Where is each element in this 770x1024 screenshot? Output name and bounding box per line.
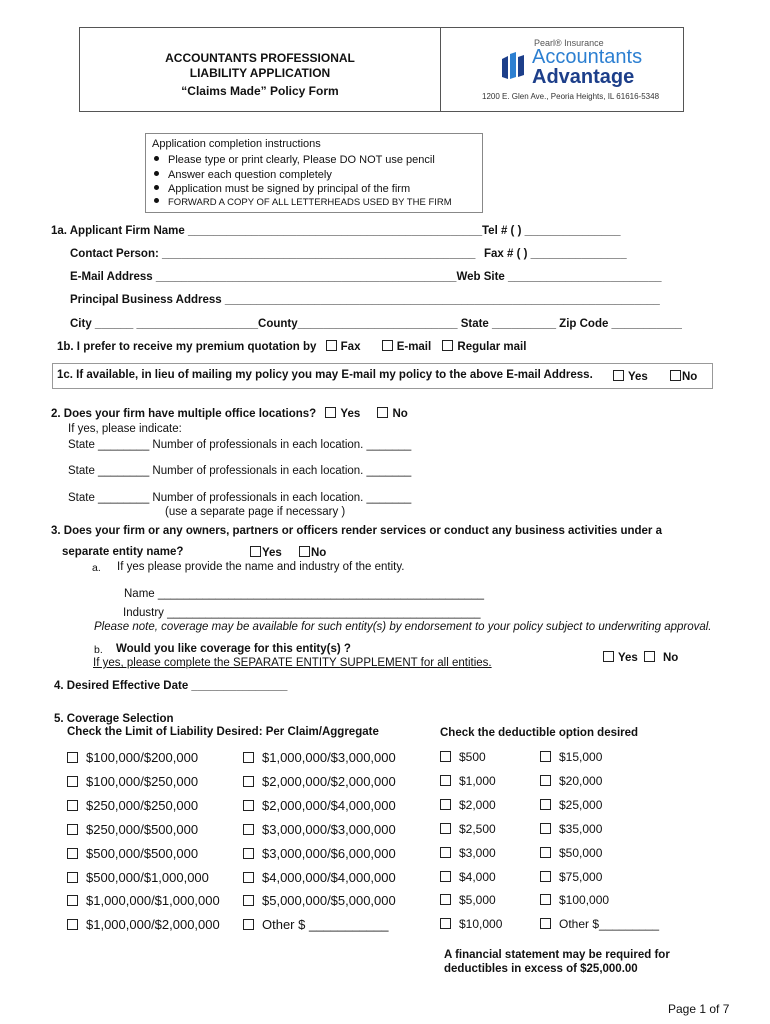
- checkbox-icon[interactable]: [440, 775, 451, 786]
- checkbox-icon[interactable]: [644, 651, 655, 662]
- deductible-option-label: $4,000: [459, 869, 496, 884]
- email-option[interactable]: E-mail: [382, 341, 432, 353]
- deductible-option-label: $2,500: [459, 821, 496, 836]
- deductible-option-label: $25,000: [559, 797, 603, 812]
- effective-date-field[interactable]: 4. Desired Effective Date _______________: [54, 680, 288, 692]
- checkbox-icon[interactable]: [243, 752, 254, 763]
- title-line-3: “Claims Made” Policy Form: [181, 84, 339, 98]
- tel-field[interactable]: Tel # ( ) _______________: [482, 225, 621, 237]
- limit-option-label: $3,000,000/$3,000,000: [262, 821, 396, 837]
- separate-entity-yes[interactable]: Yes: [250, 546, 282, 559]
- logo-top-text: Pearl® Insurance: [534, 38, 604, 48]
- checkbox-icon[interactable]: [440, 894, 451, 905]
- item-b-marker: b.: [94, 644, 103, 656]
- instruction-item: Please type or print clearly, Please DO NOT use pencil: [154, 154, 435, 166]
- checkbox-icon[interactable]: [326, 340, 337, 351]
- checkbox-icon[interactable]: [540, 894, 551, 905]
- limit-option[interactable]: [67, 750, 198, 765]
- checkbox-icon[interactable]: [540, 847, 551, 858]
- location-row[interactable]: State ________ Number of professionals in each location. _______: [68, 439, 412, 451]
- deductible-option[interactable]: [440, 917, 502, 931]
- limit-option-label: $500,000/$1,000,000: [86, 869, 209, 885]
- checkbox-icon[interactable]: [67, 848, 78, 859]
- entity-coverage-question: Would you like coverage for this entity(s) ?: [116, 643, 351, 655]
- deductible-option[interactable]: [540, 774, 602, 788]
- checkbox-icon[interactable]: [540, 799, 551, 810]
- instruction-item: Answer each question completely: [154, 169, 332, 181]
- entity-industry-field[interactable]: Industry _________________________________________________: [123, 607, 481, 619]
- checkbox-icon[interactable]: [440, 847, 451, 858]
- endorsement-note: Please note, coverage may be available for such entity(s) by endorsement to your policy subject to underwriting approval.: [94, 621, 712, 633]
- bullet-icon: [154, 198, 159, 203]
- email-policy-no[interactable]: No: [670, 370, 697, 383]
- deductible-option-label: Other $_________: [559, 917, 660, 932]
- header-box: [79, 27, 684, 112]
- checkbox-icon[interactable]: [243, 824, 254, 835]
- limit-option-label: $2,000,000/$2,000,000: [262, 773, 396, 789]
- page-number: Page 1 of 7: [668, 1002, 730, 1016]
- checkbox-icon[interactable]: [603, 651, 614, 662]
- checkbox-icon[interactable]: [540, 918, 551, 929]
- limit-option[interactable]: [67, 846, 198, 861]
- checkbox-icon[interactable]: [67, 895, 78, 906]
- deductible-option[interactable]: [440, 870, 496, 884]
- entity-coverage-yes[interactable]: Yes: [603, 651, 638, 664]
- entity-name-industry-prompt: If yes please provide the name and industry of the entity.: [117, 561, 405, 573]
- quote-preference-row: [57, 340, 526, 353]
- company-address: 1200 E. Glen Ave., Peoria Heights, IL 61616-5348: [482, 92, 660, 101]
- limit-option[interactable]: [67, 822, 198, 837]
- deductible-option-label: $10,000: [459, 917, 503, 932]
- logo-mark-icon: [500, 51, 526, 81]
- deductible-title: Check the deductible option desired: [440, 727, 639, 739]
- limit-option-label: $100,000/$250,000: [86, 773, 199, 789]
- checkbox-icon[interactable]: [613, 370, 624, 381]
- instruction-item: Application must be signed by principal of the firm: [154, 183, 410, 195]
- checkbox-icon[interactable]: [540, 775, 551, 786]
- deductible-option[interactable]: [540, 893, 609, 907]
- checkbox-icon[interactable]: [250, 546, 261, 557]
- city-state-zip-field[interactable]: City ______ ___________________County_________________________ State __________ Zip Code ___________: [70, 318, 682, 330]
- limit-option-label: $1,000,000/$1,000,000: [86, 893, 220, 909]
- deductible-option-label: $3,000: [459, 845, 496, 860]
- limit-option-label: $250,000/$250,000: [86, 797, 199, 813]
- firm-name-field[interactable]: 1a. Applicant Firm Name ______________________________________________: [51, 225, 483, 237]
- deductible-option-label: $500: [459, 750, 486, 764]
- checkbox-icon[interactable]: [243, 919, 254, 930]
- email-policy-label: 1c. If available, in lieu of mailing my policy you may E-mail my policy to the above E-mail Address.: [57, 369, 593, 381]
- deductible-option[interactable]: [440, 798, 496, 812]
- separate-entity-no[interactable]: No: [299, 546, 326, 559]
- checkbox-icon[interactable]: [243, 848, 254, 859]
- bullet-icon: [154, 171, 159, 176]
- email-policy-yes[interactable]: Yes: [613, 370, 648, 383]
- deductible-option-label: $100,000: [559, 893, 610, 908]
- deductible-option-label: $75,000: [559, 869, 603, 884]
- entity-name-field[interactable]: Name ___________________________________________________: [124, 588, 485, 600]
- instruction-item: FORWARD A COPY OF ALL LETTERHEADS USED BY THE FIRM: [154, 197, 452, 208]
- checkbox-icon[interactable]: [67, 872, 78, 883]
- limit-option[interactable]: [67, 893, 220, 908]
- deductible-option[interactable]: [440, 846, 496, 860]
- fax-field[interactable]: Fax # ( ) _______________: [484, 248, 627, 260]
- checkbox-icon[interactable]: [540, 823, 551, 834]
- multiple-offices-row: [51, 407, 408, 420]
- title-line-2: LIABILITY APPLICATION: [189, 66, 331, 80]
- checkbox-icon[interactable]: [440, 871, 451, 882]
- checkbox-icon[interactable]: [243, 800, 254, 811]
- title-line-1: ACCOUNTANTS PROFESSIONAL: [165, 51, 355, 65]
- limit-option[interactable]: [243, 822, 396, 837]
- email-policy-box: [52, 363, 713, 389]
- checkbox-icon[interactable]: [440, 918, 451, 929]
- checkbox-icon[interactable]: [540, 751, 551, 762]
- limit-option[interactable]: [243, 774, 396, 789]
- checkbox-icon[interactable]: [243, 895, 254, 906]
- deductible-option[interactable]: [540, 917, 659, 931]
- limit-option-label: $3,000,000/$6,000,000: [262, 845, 396, 861]
- checkbox-icon[interactable]: [325, 407, 336, 418]
- checkbox-icon[interactable]: [67, 824, 78, 835]
- email-website-field[interactable]: E-Mail Address _______________________________________________Web Site ________________________: [70, 271, 662, 283]
- logo-advantage: Advantage: [532, 66, 635, 88]
- limit-option[interactable]: [243, 893, 396, 908]
- quote-preference-label: 1b. I prefer to receive my premium quotation by: [57, 341, 317, 353]
- deductible-option-label: $50,000: [559, 845, 603, 860]
- limit-option-label: $1,000,000/$3,000,000: [262, 750, 396, 765]
- checkbox-icon[interactable]: [299, 546, 310, 557]
- checkbox-icon[interactable]: [382, 340, 393, 351]
- financial-statement-note-1: A financial statement may be required for: [444, 949, 670, 961]
- limit-option-label: $500,000/$500,000: [86, 845, 199, 861]
- limit-option[interactable]: [67, 774, 198, 789]
- deductible-option-label: $2,000: [459, 797, 496, 812]
- checkbox-icon[interactable]: [377, 407, 388, 418]
- checkbox-icon[interactable]: [67, 776, 78, 787]
- limit-option[interactable]: [243, 798, 396, 813]
- coverage-selection-title: 5. Coverage Selection: [54, 713, 174, 725]
- if-yes-indicate: If yes, please indicate:: [68, 423, 182, 435]
- location-row[interactable]: State ________ Number of professionals in each location. _______: [68, 492, 412, 504]
- checkbox-icon[interactable]: [670, 370, 681, 381]
- business-address-field[interactable]: Principal Business Address ____________________________________________________________________: [70, 294, 660, 306]
- limit-liability-subtitle: Check the Limit of Liability Desired: Per Claim/Aggregate: [67, 726, 379, 738]
- multiple-offices-no[interactable]: No: [377, 408, 407, 420]
- deductible-option[interactable]: [540, 750, 602, 764]
- instructions-title: Application completion instructions: [152, 138, 321, 150]
- limit-option[interactable]: [243, 750, 396, 765]
- deductible-option[interactable]: [540, 798, 602, 812]
- limit-option[interactable]: [67, 798, 198, 813]
- limit-option[interactable]: [243, 870, 396, 885]
- financial-statement-note-2: deductibles in excess of $25,000.00: [444, 963, 638, 975]
- deductible-option-label: $5,000: [459, 893, 496, 908]
- checkbox-icon[interactable]: [440, 751, 451, 762]
- deductible-option[interactable]: [540, 822, 602, 836]
- multiple-offices-yes[interactable]: Yes: [325, 408, 360, 420]
- limit-option[interactable]: [67, 917, 220, 932]
- deductible-option[interactable]: [440, 750, 486, 764]
- deductible-option[interactable]: [440, 774, 496, 788]
- deductible-option-label: $1,000: [459, 773, 496, 788]
- entity-coverage-no[interactable]: No: [644, 651, 678, 664]
- limit-option-label: $4,000,000/$4,000,000: [262, 869, 396, 885]
- limit-option-label: $1,000,000/$2,000,000: [86, 917, 220, 933]
- deductible-option-label: $15,000: [559, 750, 603, 764]
- deductible-option[interactable]: [540, 846, 602, 860]
- limit-option-label: $100,000/$200,000: [86, 750, 199, 765]
- checkbox-icon[interactable]: [540, 871, 551, 882]
- limit-option[interactable]: [243, 846, 396, 861]
- checkbox-icon[interactable]: [243, 872, 254, 883]
- item-a-marker: a.: [92, 562, 101, 574]
- deductible-option-label: $20,000: [559, 773, 603, 788]
- multiple-offices-label: 2. Does your firm have multiple office locations?: [51, 408, 317, 420]
- regular-mail-option[interactable]: Regular mail: [442, 341, 526, 353]
- checkbox-icon[interactable]: [67, 752, 78, 763]
- bullet-icon: [154, 156, 159, 161]
- limit-option-label: Other $ ___________: [262, 917, 389, 933]
- deductible-option[interactable]: [440, 822, 496, 836]
- logo-accountants: Accountants: [532, 46, 643, 68]
- checkbox-icon[interactable]: [440, 823, 451, 834]
- separate-entity-supplement-note: If yes, please complete the SEPARATE ENTITY SUPPLEMENT for all entities.: [93, 657, 492, 669]
- checkbox-icon[interactable]: [243, 776, 254, 787]
- checkbox-icon[interactable]: [67, 919, 78, 930]
- checkbox-icon[interactable]: [442, 340, 453, 351]
- contact-person-field[interactable]: Contact Person: _________________________________________________: [70, 248, 476, 260]
- fax-option[interactable]: Fax: [326, 341, 361, 353]
- bullet-icon: [154, 185, 159, 190]
- separate-page-note: (use a separate page if necessary ): [165, 506, 346, 518]
- limit-option-label: $2,000,000/$4,000,000: [262, 797, 396, 813]
- deductible-option[interactable]: [540, 870, 602, 884]
- limit-option[interactable]: [243, 917, 389, 932]
- separate-entity-label: 3. Does your firm or any owners, partners or officers render services or conduct any business activities under a: [51, 525, 662, 537]
- deductible-option[interactable]: [440, 893, 496, 907]
- deductible-option-label: $35,000: [559, 821, 603, 836]
- form-title: [80, 51, 440, 99]
- checkbox-icon[interactable]: [67, 800, 78, 811]
- separate-entity-label-2: separate entity name?: [62, 546, 184, 558]
- location-row[interactable]: State ________ Number of professionals in each location. _______: [68, 465, 412, 477]
- limit-option-label: $5,000,000/$5,000,000: [262, 893, 396, 909]
- limit-option-label: $250,000/$500,000: [86, 821, 199, 837]
- instructions-box: [145, 133, 483, 213]
- limit-option[interactable]: [67, 870, 209, 885]
- header-divider: [440, 28, 441, 111]
- checkbox-icon[interactable]: [440, 799, 451, 810]
